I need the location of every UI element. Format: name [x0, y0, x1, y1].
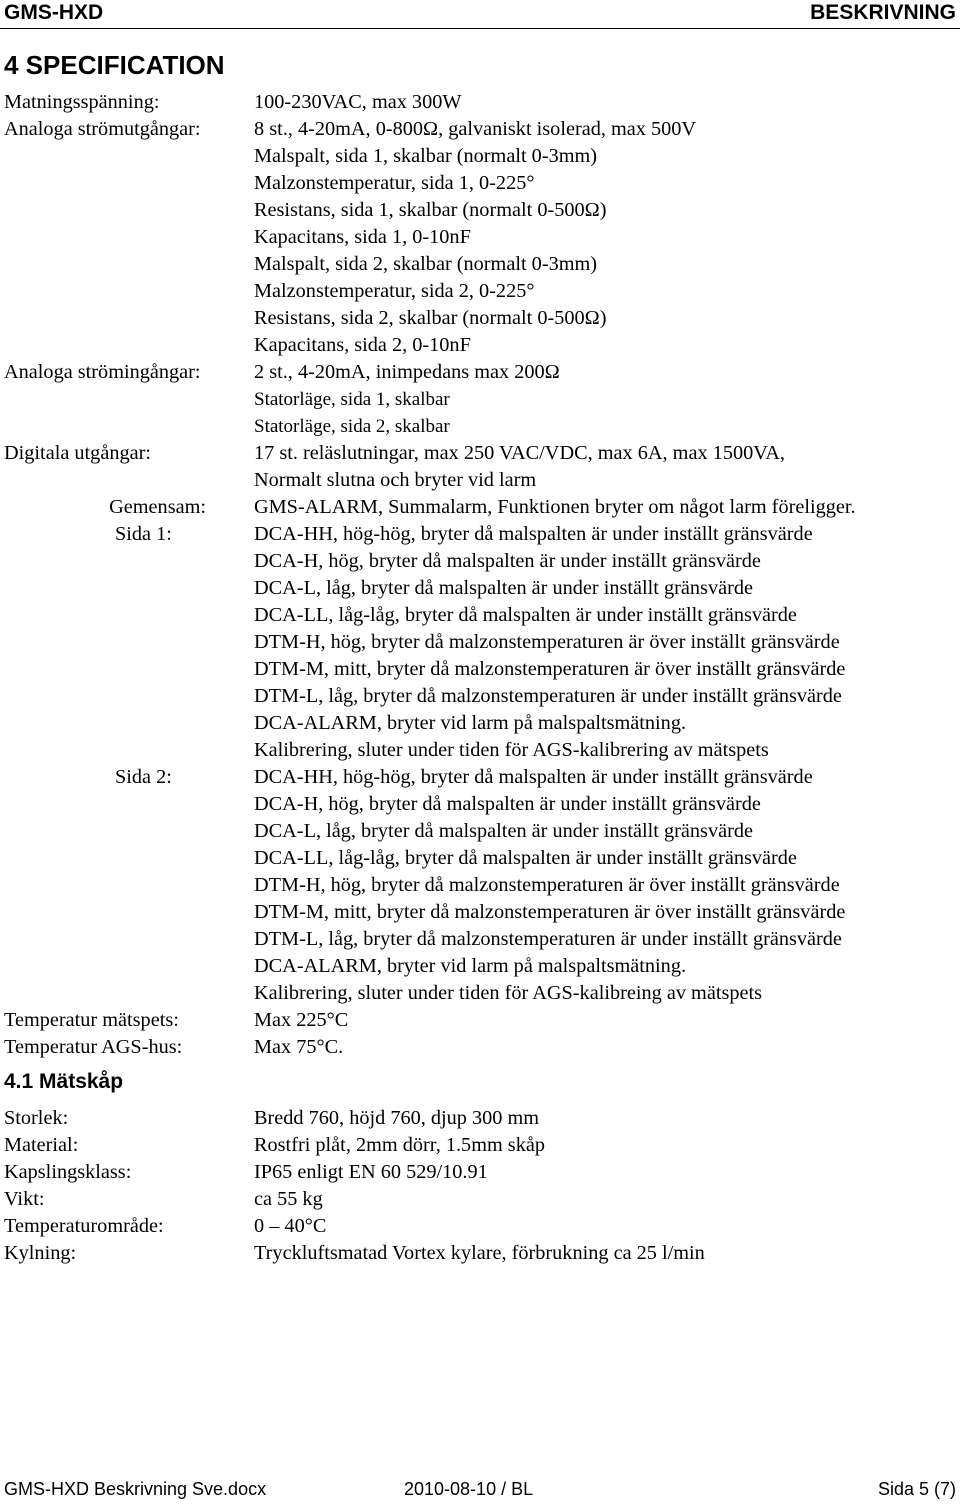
header-doc-id: GMS-HXD [4, 1, 104, 24]
side1-line: DCA-LL, låg-låg, bryter då malspalten är under inställt gränsvärde [254, 604, 797, 626]
analog-in-line: 2 st., 4-20mA, inimpedans max 200Ω [254, 361, 560, 383]
header-doc-type: BESKRIVNING [810, 1, 956, 24]
side1-line: DCA-L, låg, bryter då malspalten är under inställt gränsvärde [254, 577, 753, 599]
footer-date: 2010-08-10 / BL [404, 1479, 534, 1499]
supply-label: Matningsspänning: [4, 91, 160, 113]
cabinet-value: Bredd 760, höjd 760, djup 300 mm [254, 1107, 540, 1129]
footer-filename: GMS-HXD Beskrivning Sve.docx [4, 1479, 267, 1499]
side2-line: DCA-L, låg, bryter då malspalten är under inställt gränsvärde [254, 820, 753, 842]
common-value: GMS-ALARM, Summalarm, Funktionen bryter om något larm föreligger. [254, 496, 856, 518]
analog-out-line: Resistans, sida 1, skalbar (normalt 0-500Ω) [254, 199, 607, 221]
analog-out-line: Malzonstemperatur, sida 1, 0-225° [254, 172, 535, 194]
side2-line: DTM-M, mitt, bryter då malzonstemperaturen är över inställt gränsvärde [254, 901, 846, 923]
cabinet-value: IP65 enligt EN 60 529/10.91 [254, 1161, 488, 1183]
cabinet-label: Kylning: [4, 1242, 77, 1264]
footer-page-number: Sida 5 (7) [877, 1479, 956, 1499]
cabinet-label: Storlek: [4, 1107, 69, 1129]
side2-line: DCA-ALARM, bryter vid larm på malspaltsmätning. [254, 955, 687, 977]
analog-out-line: Malspalt, sida 1, skalbar (normalt 0-3mm) [254, 145, 598, 167]
common-label: Gemensam: [109, 496, 206, 518]
digital-out-label: Digitala utgångar: [4, 442, 151, 464]
supply-value: 100-230VAC, max 300W [254, 91, 462, 113]
analog-out-line: Malzonstemperatur, sida 2, 0-225° [254, 280, 535, 302]
side1-line: DTM-H, hög, bryter då malzonstemperaturen är över inställt gränsvärde [254, 631, 840, 653]
side2-line: DCA-LL, låg-låg, bryter då malspalten är under inställt gränsvärde [254, 847, 797, 869]
side1-line: DTM-L, låg, bryter då malzonstemperaturen är under inställt gränsvärde [254, 685, 842, 707]
analog-out-line: Resistans, sida 2, skalbar (normalt 0-500Ω) [254, 307, 607, 329]
analog-in-line: Statorläge, sida 2, skalbar [254, 416, 450, 437]
analog-in-line: Statorläge, sida 1, skalbar [254, 389, 450, 410]
digital-out-line: 17 st. reläslutningar, max 250 VAC/VDC, max 6A, max 1500VA, [254, 442, 785, 464]
side2-line: DCA-H, hög, bryter då malspalten är under inställt gränsvärde [254, 793, 761, 815]
temp-tip-value: Max 225°C [254, 1009, 349, 1031]
analog-out-line: 8 st., 4-20mA, 0-800Ω, galvaniskt isolerad, max 500V [254, 118, 697, 140]
temp-tip-label: Temperatur mätspets: [4, 1009, 179, 1031]
side1-label: Sida 1: [115, 523, 172, 545]
side2-line: DTM-H, hög, bryter då malzonstemperaturen är över inställt gränsvärde [254, 874, 840, 896]
side2-line: Kalibrering, sluter under tiden för AGS-kalibreing av mätspets [254, 982, 763, 1004]
cabinet-value: 0 – 40°C [254, 1215, 327, 1237]
temp-ags-label: Temperatur AGS-hus: [4, 1036, 183, 1058]
section-title: 4 SPECIFICATION [4, 50, 225, 80]
cabinet-label: Material: [4, 1134, 79, 1156]
analog-out-line: Kapacitans, sida 1, 0-10nF [254, 226, 471, 248]
analog-in-label: Analoga strömingångar: [4, 361, 201, 383]
cabinet-label: Temperaturområde: [4, 1215, 164, 1237]
analog-out-line: Malspalt, sida 2, skalbar (normalt 0-3mm) [254, 253, 598, 275]
side1-line: DCA-HH, hög-hög, bryter då malspalten är under inställt gränsvärde [254, 523, 813, 545]
cabinet-label: Kapslingsklass: [4, 1161, 132, 1183]
side2-line: DTM-L, låg, bryter då malzonstemperaturen är under inställt gränsvärde [254, 928, 842, 950]
cabinet-label: Vikt: [4, 1188, 45, 1210]
analog-out-label: Analoga strömutgångar: [4, 118, 201, 140]
side1-line: DTM-M, mitt, bryter då malzonstemperaturen är över inställt gränsvärde [254, 658, 846, 680]
side2-label: Sida 2: [115, 766, 172, 788]
digital-out-line: Normalt slutna och bryter vid larm [254, 469, 537, 491]
side1-line: Kalibrering, sluter under tiden för AGS-kalibrering av mätspets [254, 739, 769, 761]
side1-line: DCA-ALARM, bryter vid larm på malspaltsmätning. [254, 712, 687, 734]
header-divider [0, 28, 960, 29]
subsection-title: 4.1 Mätskåp [4, 1070, 124, 1093]
side1-line: DCA-H, hög, bryter då malspalten är under inställt gränsvärde [254, 550, 761, 572]
cabinet-value: Rostfri plåt, 2mm dörr, 1.5mm skåp [254, 1134, 545, 1156]
analog-out-line: Kapacitans, sida 2, 0-10nF [254, 334, 471, 356]
cabinet-value: Tryckluftsmatad Vortex kylare, förbrukning ca 25 l/min [254, 1242, 705, 1264]
cabinet-value: ca 55 kg [254, 1188, 323, 1210]
side2-line: DCA-HH, hög-hög, bryter då malspalten är under inställt gränsvärde [254, 766, 813, 788]
temp-ags-value: Max 75°C. [254, 1036, 344, 1058]
